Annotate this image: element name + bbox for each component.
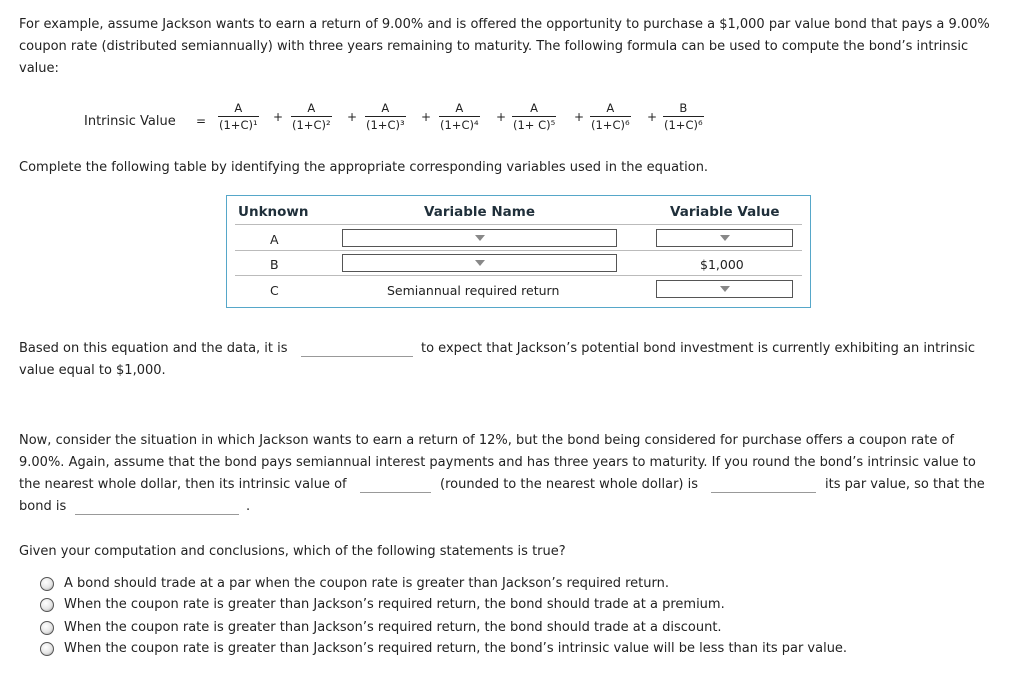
plus-sign: + — [421, 110, 432, 124]
header-variable-name: Variable Name — [424, 204, 535, 220]
q2-bond-trade-dropdown[interactable] — [75, 514, 239, 515]
term-numerator: A — [455, 101, 464, 115]
plus-sign: + — [273, 110, 284, 124]
row-c-value-dropdown[interactable] — [656, 280, 793, 298]
q1-text-line2: value equal to $1,000. — [19, 363, 166, 378]
row-b-unknown: B — [270, 257, 279, 272]
q2-line4: bond is — [19, 499, 67, 514]
formula-term-1 — [218, 100, 259, 133]
table-divider — [235, 224, 802, 225]
term-numerator: A — [606, 101, 615, 115]
row-b-value: $1,000 — [700, 257, 744, 272]
term-denominator: (1+C)⁶ — [664, 118, 703, 132]
row-a-unknown: A — [270, 232, 279, 247]
formula-term-6 — [590, 100, 631, 133]
term-numerator: B — [679, 101, 688, 115]
intro-paragraph: For example, assume Jackson wants to earn a return of 9.00% and is offered the opportunity to purchase a $1,000 par value bond that pays a 9.00% coupon rate (distributed semiannually) with three years remaining to maturity. The following formula can be used to compute the bond’s intrinsic value: — [19, 17, 990, 76]
header-unknown: Unknown — [238, 204, 309, 220]
q1-blank-dropdown[interactable] — [301, 356, 413, 357]
option-label: When the coupon rate is greater than Jackson’s required return, the bond should trade at a discount. — [64, 620, 722, 635]
dropdown-caret-icon — [720, 286, 730, 292]
q2-line3-b: (rounded to the nearest whole dollar) is — [440, 477, 699, 492]
table-divider — [235, 275, 802, 276]
radio-button[interactable] — [40, 621, 54, 635]
row-c-name: Semiannual required return — [387, 283, 560, 298]
dropdown-caret-icon — [720, 235, 730, 241]
q2-line2: 9.00%. Again, assume that the bond pays semiannual interest payments and has three years to maturity. If you round the bond’s intrinsic value to — [19, 455, 976, 470]
formula-term-2 — [291, 100, 332, 133]
table-instruction: Complete the following table by identifying the appropriate corresponding variables used in the equation. — [19, 160, 709, 175]
q2-comparison-dropdown[interactable] — [711, 492, 816, 493]
term-denominator: (1+C)¹ — [219, 118, 258, 132]
row-c-unknown: C — [270, 283, 279, 298]
q1-text-after: to expect that Jackson’s potential bond investment is currently exhibiting an intrinsic — [421, 341, 975, 356]
term-numerator: A — [381, 101, 390, 115]
plus-sign: + — [496, 110, 507, 124]
formula-term-4 — [439, 100, 480, 133]
q3-prompt: Given your computation and conclusions, which of the following statements is true? — [19, 544, 566, 559]
term-denominator: (1+C)⁴ — [440, 118, 479, 132]
q2-line3-a: the nearest whole dollar, then its intrinsic value of — [19, 477, 347, 492]
row-a-name-dropdown[interactable] — [342, 229, 617, 247]
row-a-value-dropdown[interactable] — [656, 229, 793, 247]
dropdown-caret-icon — [475, 260, 485, 266]
header-variable-value: Variable Value — [670, 204, 780, 220]
q2-period: . — [246, 499, 251, 514]
option-label: A bond should trade at a par when the coupon rate is greater than Jackson’s required return. — [64, 576, 670, 591]
term-numerator: A — [307, 101, 316, 115]
option-label: When the coupon rate is greater than Jackson’s required return, the bond should trade at a premium. — [64, 597, 725, 612]
plus-sign: + — [347, 110, 358, 124]
radio-button[interactable] — [40, 577, 54, 591]
option-label: When the coupon rate is greater than Jackson’s required return, the bond’s intrinsic value will be less than its par value. — [64, 641, 848, 656]
q1-text-before: Based on this equation and the data, it is — [19, 341, 288, 356]
q2-intrinsic-value-input[interactable] — [360, 492, 431, 493]
row-b-name-dropdown[interactable] — [342, 254, 617, 272]
q2-line1: Now, consider the situation in which Jackson wants to earn a return of 12%, but the bond being considered for purchase offers a coupon rate of — [19, 433, 955, 448]
plus-sign: + — [647, 110, 658, 124]
intrinsic-value-formula — [84, 100, 724, 144]
term-denominator: (1+C)² — [292, 118, 331, 132]
radio-button[interactable] — [40, 598, 54, 612]
term-numerator: A — [530, 101, 539, 115]
formula-term-7 — [663, 100, 704, 133]
term-denominator: (1+ C)⁵ — [513, 118, 556, 132]
table-divider — [235, 250, 802, 251]
term-denominator: (1+C)⁶ — [591, 118, 630, 132]
term-denominator: (1+C)³ — [366, 118, 405, 132]
plus-sign: + — [574, 110, 585, 124]
term-numerator: A — [234, 101, 243, 115]
variables-table — [226, 195, 811, 308]
formula-term-3 — [365, 100, 406, 133]
q2-line3-c: its par value, so that the — [825, 477, 985, 492]
formula-equals: = — [196, 114, 207, 128]
radio-button[interactable] — [40, 642, 54, 656]
formula-label: Intrinsic Value — [84, 114, 176, 129]
formula-term-5 — [512, 100, 556, 133]
dropdown-caret-icon — [475, 235, 485, 241]
